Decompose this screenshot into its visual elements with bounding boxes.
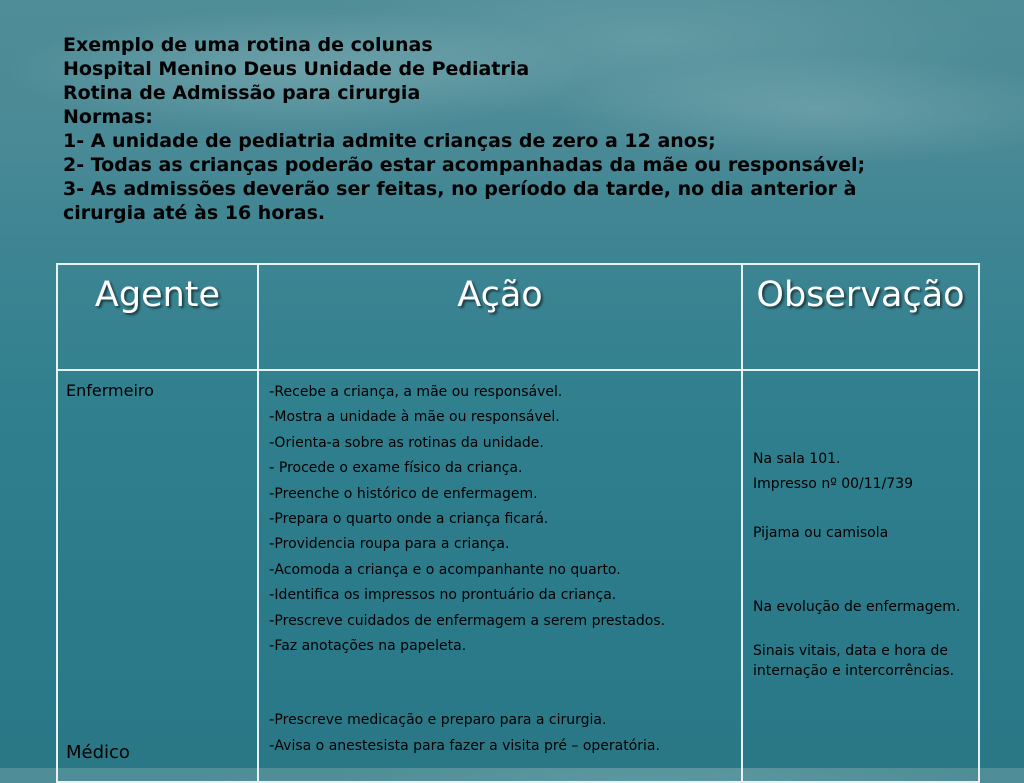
table-row — [57, 370, 979, 782]
header-norms-label: Normas: — [63, 106, 153, 128]
agent-cell — [57, 370, 258, 782]
list-item: -Acomoda a criança e o acompanhante no quarto. — [269, 559, 621, 578]
list-item: -Identifica os impressos no prontuário da criança. — [269, 585, 617, 604]
agent-enfermeiro: Enfermeiro — [66, 381, 154, 400]
table-header-row — [57, 264, 979, 370]
header-norm-3: 3- As admissões deverão ser feitas, no período da tarde, no dia anterior à — [63, 178, 857, 200]
obs-sinais: Sinais vitais, data e hora de internação e intercorrências. — [753, 643, 955, 679]
list-item: -Recebe a criança, a mãe ou responsável. — [269, 382, 563, 400]
list-item: -Avisa o anestesista para fazer a visita pré – operatória. — [269, 735, 660, 754]
column-header-acao: Ação — [258, 264, 742, 370]
list-item: -Faz anotações na papeleta. — [269, 636, 467, 655]
column-header-agente: Agente — [57, 264, 258, 370]
list-item: -Prescreve medicação e preparo para a cirurgia. — [269, 710, 607, 729]
header-hospital: Hospital Menino Deus Unidade de Pediatria — [63, 58, 530, 80]
obs-sala: Na sala 101. — [753, 451, 841, 467]
obs-pijama: Pijama ou camisola — [753, 525, 889, 541]
list-item: -Preenche o histórico de enfermagem. — [269, 483, 538, 502]
action-cell — [258, 370, 742, 782]
routine-table — [56, 263, 980, 783]
agent-medico: Médico — [66, 742, 130, 763]
observation-cell — [742, 370, 979, 782]
header-norm-3-cont: cirurgia até às 16 horas. — [63, 202, 326, 224]
slide-header — [63, 33, 983, 225]
list-item: -Orienta-a sobre as rotinas da unidade. — [269, 432, 544, 451]
list-item: -Prepara o quarto onde a criança ficará. — [269, 509, 549, 528]
obs-evolucao: Na evolução de enfermagem. — [753, 599, 961, 615]
header-routine: Rotina de Admissão para cirurgia — [63, 82, 421, 104]
list-item: -Mostra a unidade à mãe ou responsável. — [269, 407, 560, 426]
header-title: Exemplo de uma rotina de colunas — [63, 34, 433, 56]
obs-impresso: Impresso nº 00/11/739 — [753, 476, 914, 492]
list-item: - Procede o exame físico da criança. — [269, 458, 523, 477]
list-item: -Prescreve cuidados de enfermagem a serem prestados. — [269, 610, 666, 629]
list-item: -Providencia roupa para a criança. — [269, 534, 510, 553]
action-list — [259, 371, 741, 758]
column-header-observacao: Observação — [742, 264, 979, 370]
header-norm-1: 1- A unidade de pediatria admite crianças de zero a 12 anos; — [63, 130, 716, 152]
header-norm-2: 2- Todas as crianças poderão estar acompanhadas da mãe ou responsável; — [63, 154, 866, 176]
